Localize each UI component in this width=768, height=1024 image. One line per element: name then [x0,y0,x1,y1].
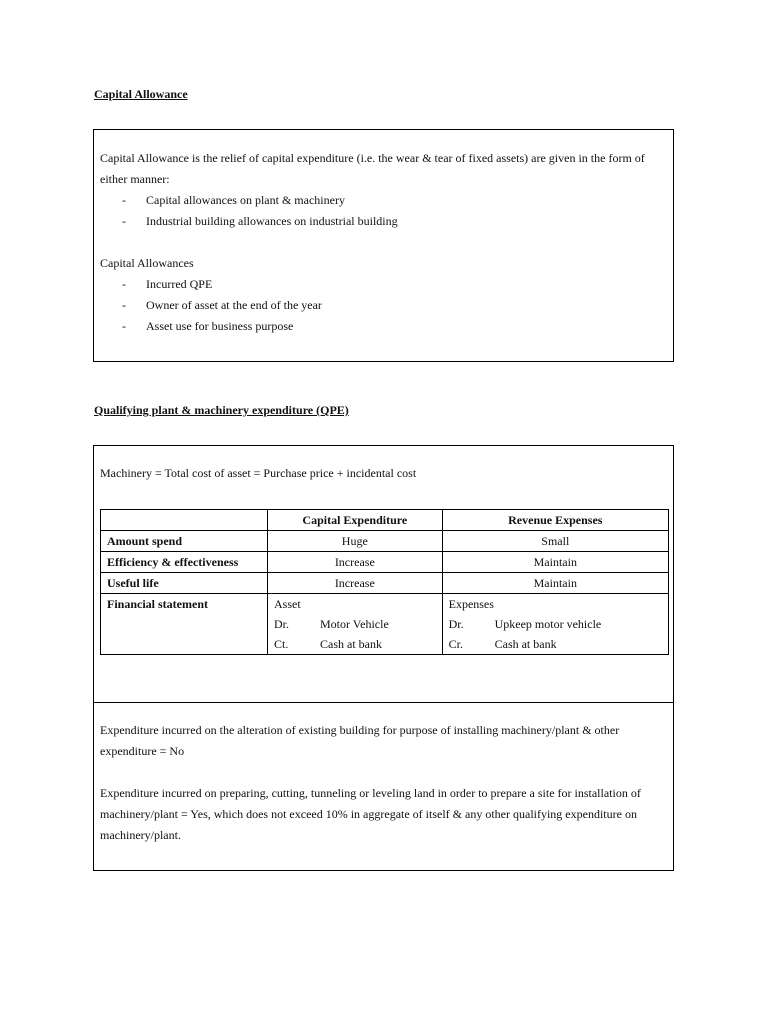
table-row-financial-statement [101,594,669,655]
capital-journal-cell [268,594,443,655]
revenue-journal-cell [442,594,668,655]
machinery-formula: Machinery = Total cost of asset = Purchase price + incidental cost [100,466,417,480]
list-item: - Industrial building allowances on industrial building [100,211,667,232]
table-row [101,531,669,552]
credit-value: Cash at bank [320,637,382,651]
debit-entry [274,614,436,634]
credit-label: Cr. [448,637,463,651]
journal-title: Expenses [448,597,494,611]
table-header-blank [101,510,268,531]
capital-cell: Increase [268,573,443,594]
expenditure-comparison-table [100,509,669,655]
section-divider [94,702,673,703]
table-header-capital: Capital Expenditure [268,510,443,531]
table-row [101,552,669,573]
capital-allowance-box [93,129,674,362]
debit-value: Upkeep motor vehicle [494,617,602,631]
notes-area [100,720,667,846]
note-paragraph: Expenditure incurred on preparing, cutting, tunneling or leveling land in order to prepare a site for installation of machinery/plant = Yes, which does not exceed 10% in aggregate of itself & any other qualifying expenditure on machinery/plant. [100,786,641,842]
section-heading-qpe: Qualifying plant & machinery expenditure (QPE) [94,403,349,417]
manner-list [100,190,667,232]
debit-entry [449,614,662,634]
list-item: - Incurred QPE [100,274,667,295]
row-label: Financial statement [101,594,268,655]
revenue-cell: Small [442,531,668,552]
credit-entry [274,634,436,654]
journal-title: Asset [274,597,301,611]
list-item: - Owner of asset at the end of the year [100,295,667,316]
intro-paragraph: Capital Allowance is the relief of capital expenditure (i.e. the wear & tear of fixed assets) are given in the form of either manner: [100,151,645,186]
table-row [101,573,669,594]
credit-entry [449,634,662,654]
credit-value: Cash at bank [494,637,557,651]
capital-cell: Huge [268,531,443,552]
table-header-revenue: Revenue Expenses [442,510,668,531]
qpe-box [93,445,674,871]
capital-cell: Increase [268,552,443,573]
note-paragraph: Expenditure incurred on the alteration of existing building for purpose of installing machinery/plant & other expenditure = No [100,723,620,758]
revenue-cell: Maintain [442,573,668,594]
debit-value: Motor Vehicle [320,617,389,631]
table-header-row [101,510,669,531]
row-label: Useful life [101,573,268,594]
criteria-list [100,274,667,337]
section-heading-capital-allowance: Capital Allowance [94,87,188,101]
list-item: - Asset use for business purpose [100,316,667,337]
list-item: - Capital allowances on plant & machinery [100,190,667,211]
revenue-cell: Maintain [442,552,668,573]
row-label: Amount spend [101,531,268,552]
credit-label: Ct. [274,637,289,651]
debit-label: Dr. [448,617,464,631]
criteria-subheading: Capital Allowances [100,256,194,270]
row-label: Efficiency & effectiveness [101,552,268,573]
debit-label: Dr. [274,617,289,631]
